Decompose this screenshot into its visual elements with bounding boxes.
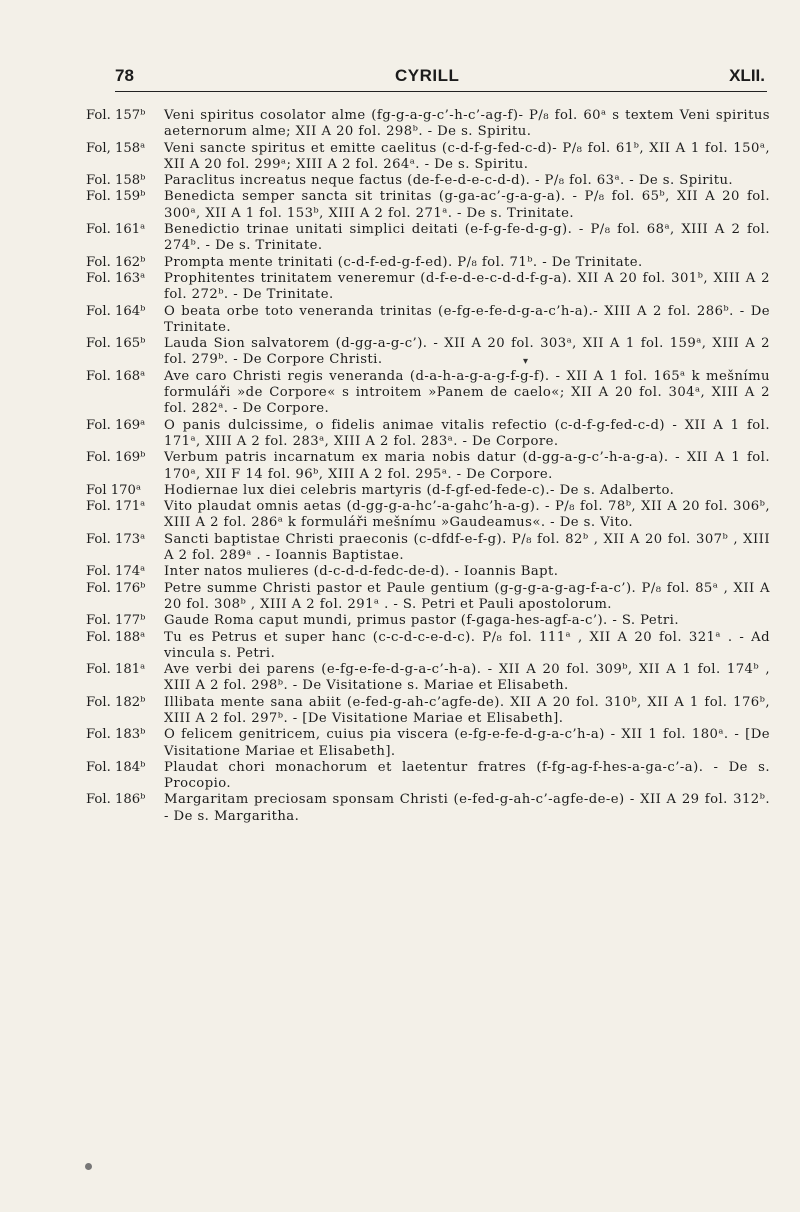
folio-reference: Fol. 174ᵃ xyxy=(86,564,146,580)
list-item xyxy=(86,760,770,793)
list-item xyxy=(86,255,770,271)
list-item xyxy=(86,173,770,189)
list-item xyxy=(86,532,770,565)
list-item xyxy=(86,271,770,304)
list-item xyxy=(86,369,770,418)
entry-text: Ave verbi dei parens (e-fg-e-fe-d-g-a-c’-h-a). - XII A 20 fol. 309ᵇ, XII A 1 fol. 174ᵇ , XIII A 2 fol. 298ᵇ. - De Visitatione s. Mariae et Elisabeth. xyxy=(164,662,770,694)
entry-text: Inter natos mulieres (d-c-d-d-fedc-de-d). - Ioannis Bapt. xyxy=(164,564,559,580)
entry-text: Veni sancte spiritus et emitte caelitus (c-d-f-g-fed-c-d)- P/₈ fol. 61ᵇ, XII A 1 fol. 150ᵃ, XII A 20 fol. 299ᵃ; XIII A 2 fol. 264ᵃ. - De s. Spiritu. xyxy=(164,140,770,172)
list-item xyxy=(86,189,770,222)
entry-text: Paraclitus increatus neque factus (de-f-e-d-e-c-d-d). - P/₈ fol. 63ᵃ. - De s. Spiritu. xyxy=(164,173,734,189)
folio-reference: Fol. 158ᵇ xyxy=(86,173,146,189)
entry-text: Lauda Sion salvatorem (d-gg-a-g-c’). - XII A 20 fol. 303ᵃ, XII A 1 fol. 159ᵃ, XIII A 2 fol. 279ᵇ. - De Corpore Christi. xyxy=(164,336,770,368)
list-item xyxy=(86,581,770,614)
folio-reference: Fol. 177ᵇ xyxy=(86,613,146,629)
list-item xyxy=(86,450,770,483)
entry-text: O beata orbe toto veneranda trinitas (e-fg-e-fe-d-g-a-c’h-a).- XIII A 2 fol. 286ᵇ. - De Trinitate. xyxy=(164,303,770,335)
entry-text: O felicem genitricem, cuius pia viscera (e-fg-e-fe-d-g-a-c’h-a) - XII 1 fol. 180ᵃ. - [De Visitatione Mariae et Elisabeth]. xyxy=(164,727,770,759)
entry-text: Petre summe Christi pastor et Paule gentium (g-g-g-a-g-ag-f-a-c’). P/₈ fol. 85ᵃ , XII A 20 fol. 308ᵇ , XIII A 2 fol. 291ᵃ . - S. Petri et Pauli apostolorum. xyxy=(164,580,770,612)
entry-list xyxy=(86,108,770,825)
list-item xyxy=(86,662,770,695)
folio-reference: Fol. 164ᵇ xyxy=(86,303,146,319)
list-item xyxy=(86,499,770,532)
running-title: CYRILL xyxy=(395,66,460,85)
list-item xyxy=(86,613,770,629)
folio-reference: Fol. 163ᵃ xyxy=(86,270,146,286)
folio-reference: Fol. 169ᵃ xyxy=(86,417,146,433)
folio-reference: Fol. 181ᵃ xyxy=(86,662,146,678)
section-number: XLII. xyxy=(729,66,765,85)
entry-text: Tu es Petrus et super hanc (c-c-d-c-e-d-c). P/₈ fol. 111ᵃ , XII A 20 fol. 321ᵃ . - Ad vincula s. Petri. xyxy=(164,629,770,661)
list-item xyxy=(86,564,770,580)
entry-text: Plaudat chori monachorum et laetentur fratres (f-fg-ag-f-hes-a-ga-c’-a). - De s. Procopio. xyxy=(164,759,770,792)
folio-reference: Fol. 159ᵇ xyxy=(86,189,146,205)
folio-reference: Fol. 176ᵇ xyxy=(86,580,146,596)
folio-reference: Fol. 157ᵇ xyxy=(86,108,146,123)
folio-reference: Fol. 173ᵃ xyxy=(86,531,146,547)
list-item xyxy=(86,418,770,451)
folio-reference: Fol. 169ᵇ xyxy=(86,450,146,466)
list-item xyxy=(86,483,770,499)
entry-text: Prophitentes trinitatem veneremur (d-f-e-d-e-c-d-d-f-g-a). XII A 20 fol. 301ᵇ, XIII A 2 fol. 272ᵇ. - De Trinitate. xyxy=(164,270,770,303)
folio-reference: Fol. 186ᵇ xyxy=(86,792,146,808)
entry-text: Hodiernae lux diei celebris martyris (d-f-gf-ed-fede-c).- De s. Adalberto. xyxy=(164,482,675,498)
folio-reference: Fol. 168ᵃ xyxy=(86,368,146,384)
folio-reference: Fol. 188ᵃ xyxy=(86,629,146,645)
folio-reference: Fol. 161ᵃ xyxy=(86,222,146,238)
folio-reference: Fol 170ᵃ xyxy=(86,482,142,498)
entry-text: Gaude Roma caput mundi, primus pastor (f-gaga-hes-agf-a-c’). - S. Petri. xyxy=(164,613,679,629)
entry-text: Margaritam preciosam sponsam Christi (e-fed-g-ah-c’-agfe-de-e) - XII A 29 fol. 312ᵇ. - De s. Margaritha. xyxy=(164,792,770,824)
list-item xyxy=(86,695,770,728)
list-item xyxy=(86,222,770,255)
entry-text: Benedicta semper sancta sit trinitas (g-ga-ac’-g-a-g-a). - P/₈ fol. 65ᵇ, XII A 20 fol. 300ᵃ, XII A 1 fol. 153ᵇ, XIII A 2 fol. 271ᵃ. - De s. Trinitate. xyxy=(164,189,770,221)
list-item xyxy=(86,336,770,369)
folio-reference: Fol. 184ᵇ xyxy=(86,759,146,775)
entry-text: Verbum patris incarnatum ex maria nobis datur (d-gg-a-g-c’-h-a-g-a). - XII A 1 fol. 170ᵃ, XII F 14 fol. 96ᵇ, XIII A 2 fol. 295ᵃ. - De Corpore. xyxy=(164,450,770,482)
list-item xyxy=(86,792,770,825)
list-item xyxy=(86,630,770,663)
entry-text: Prompta mente trinitati (c-d-f-ed-g-f-ed). P/₈ fol. 71ᵇ. - De Trinitate. xyxy=(164,254,643,270)
folio-reference: Fol. 182ᵇ xyxy=(86,694,146,710)
stray-dot xyxy=(85,1163,92,1170)
stray-mark: ▾ xyxy=(523,356,529,367)
entry-text: Vito plaudat omnis aetas (d-gg-g-a-hc’-a-gahc’h-a-g). - P/₈ fol. 78ᵇ, XII A 20 fol. 306ᵇ, XIII A 2 fol. 286ᵃ k formuláři mešnímu »Gaudeamus«. - De s. Vito. xyxy=(164,499,770,531)
folio-reference: Fol, 158ᵃ xyxy=(86,140,146,156)
entry-text: Sancti baptistae Christi praeconis (c-dfdf-e-f-g). P/₈ fol. 82ᵇ , XII A 20 fol. 307ᵇ , XIII A 2 fol. 289ᵃ . - Ioannis Baptistae. xyxy=(164,531,770,564)
list-item xyxy=(86,727,770,760)
page-number: 78 xyxy=(115,66,134,85)
folio-reference: Fol. 183ᵇ xyxy=(86,727,146,743)
list-item xyxy=(86,304,770,337)
entry-text: Ave caro Christi regis veneranda (d-a-h-a-g-a-g-f-g-f). - XII A 1 fol. 165ᵃ k mešnímu formuláři »de Corpore« s introitem »Panem de caelo«; XII A 20 fol. 304ᵃ, XIII A 2 fol. 282ᵃ. - De Corpore. xyxy=(164,368,770,417)
entry-text: O panis dulcissime, o fidelis animae vitalis refectio (c-d-f-g-fed-c-d) - XII A 1 fol. 171ᵃ, XIII A 2 fol. 283ᵃ, XIII A 2 fol. 283ᵃ. - De Corpore. xyxy=(164,417,770,449)
folio-reference: Fol. 162ᵇ xyxy=(86,254,146,270)
list-item xyxy=(86,141,770,174)
entry-text: Benedictio trinae unitati simplici deitati (e-f-g-fe-d-g-g). - P/₈ fol. 68ᵃ, XIII A 2 fol. 274ᵇ. - De s. Trinitate. xyxy=(164,222,770,254)
entry-text: Veni spiritus cosolator alme (fg-g-a-g-c’-h-c’-ag-f)- P/₈ fol. 60ᵃ s textem Veni spiritus aeternorum alme; XII A 20 fol. 298ᵇ. - De s. Spiritu. xyxy=(164,108,770,140)
folio-reference: Fol. 171ᵃ xyxy=(86,499,146,515)
entry-text: Illibata mente sana abiit (e-fed-g-ah-c’agfe-de). XII A 20 fol. 310ᵇ, XII A 1 fol. 176ᵇ, XIII A 2 fol. 297ᵇ. - [De Visitatione Mariae et Elisabeth]. xyxy=(164,694,770,726)
list-item xyxy=(86,108,770,141)
header-rule xyxy=(115,91,767,92)
folio-reference: Fol. 165ᵇ xyxy=(86,336,146,352)
